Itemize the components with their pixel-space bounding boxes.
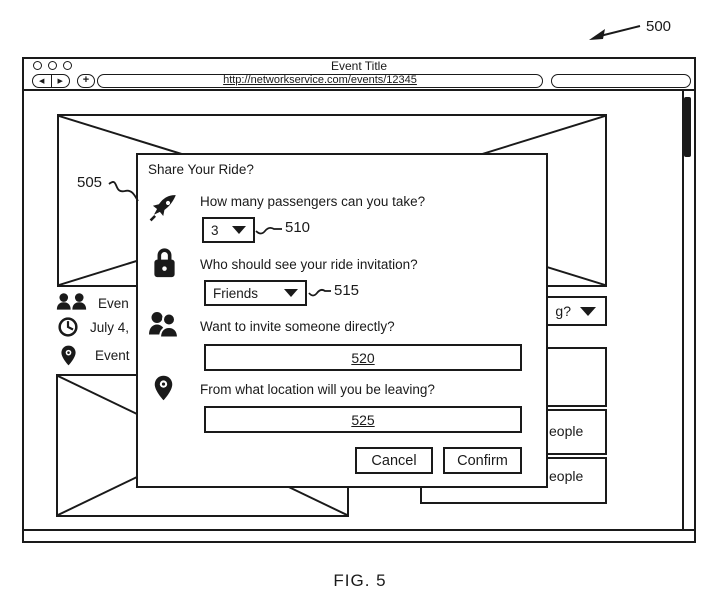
ref-connector-icon: [107, 178, 140, 203]
cancel-button[interactable]: Cancel: [355, 447, 433, 474]
location-pin-icon: [153, 373, 174, 403]
privacy-dropdown[interactable]: [204, 280, 307, 306]
title-bar: [24, 59, 694, 73]
people-count-fragment: eople: [549, 468, 584, 484]
pin-icon: [60, 344, 77, 367]
browser-toolbar: [24, 73, 694, 89]
privacy-value: Friends: [213, 285, 259, 301]
url-text: http://networkservice.com/events/12345: [223, 74, 417, 86]
back-icon[interactable]: ◀: [33, 75, 52, 87]
ref-arrow-icon: [586, 21, 642, 43]
invite-question: Want to invite someone directly?: [200, 319, 395, 334]
url-field[interactable]: [97, 74, 543, 88]
location-question: From what location will you be leaving?: [200, 382, 435, 397]
location-ref-number: 525: [351, 411, 375, 428]
nav-buttons: [32, 74, 70, 88]
passengers-dropdown[interactable]: [202, 217, 255, 243]
ref-connector-icon: [255, 222, 283, 236]
event-location-label: Event: [95, 348, 130, 363]
window-title: Event Title: [330, 59, 388, 73]
passengers-question: How many passengers can you take?: [200, 194, 426, 209]
search-input[interactable]: [551, 74, 691, 88]
figure-label: FIG. 5: [333, 571, 387, 590]
privacy-question: Who should see your ride invitation?: [200, 257, 418, 272]
share-ride-dialog: [136, 153, 548, 488]
clock-icon: [58, 317, 78, 337]
add-tab-button[interactable]: [77, 74, 95, 88]
location-input[interactable]: [204, 406, 522, 433]
invite-ref-number: 520: [351, 349, 375, 366]
dialog-title: Share Your Ride?: [148, 162, 254, 177]
lock-icon: [151, 246, 178, 280]
toolbar-divider: [24, 89, 694, 91]
content-bottom-divider: [24, 529, 694, 531]
ref-connector-icon: [308, 284, 332, 298]
plus-icon: +: [82, 74, 90, 86]
confirm-button[interactable]: Confirm: [443, 447, 522, 474]
scrollbar-track-divider: [682, 91, 684, 530]
forward-icon[interactable]: ▶: [57, 77, 63, 85]
passengers-value: 3: [211, 222, 219, 238]
invite-input[interactable]: [204, 344, 522, 371]
event-date-label: July 4,: [90, 320, 130, 335]
event-attendees-label: Even: [98, 296, 129, 311]
caret-down-icon: [232, 226, 246, 234]
privacy-ref-number: 515: [334, 282, 360, 299]
attendees-icon: [56, 292, 87, 310]
window-ref-number: 500: [646, 18, 672, 35]
rocket-icon: [148, 191, 179, 224]
page-ref-number: 505: [77, 174, 103, 191]
scrollbar-thumb[interactable]: [684, 97, 691, 157]
going-label-fragment: g?: [555, 303, 571, 319]
passengers-ref-number: 510: [285, 219, 311, 236]
caret-down-icon: [580, 307, 596, 316]
people-count-fragment: eople: [549, 423, 584, 439]
caret-down-icon: [284, 289, 298, 297]
invite-people-icon: [148, 310, 180, 338]
